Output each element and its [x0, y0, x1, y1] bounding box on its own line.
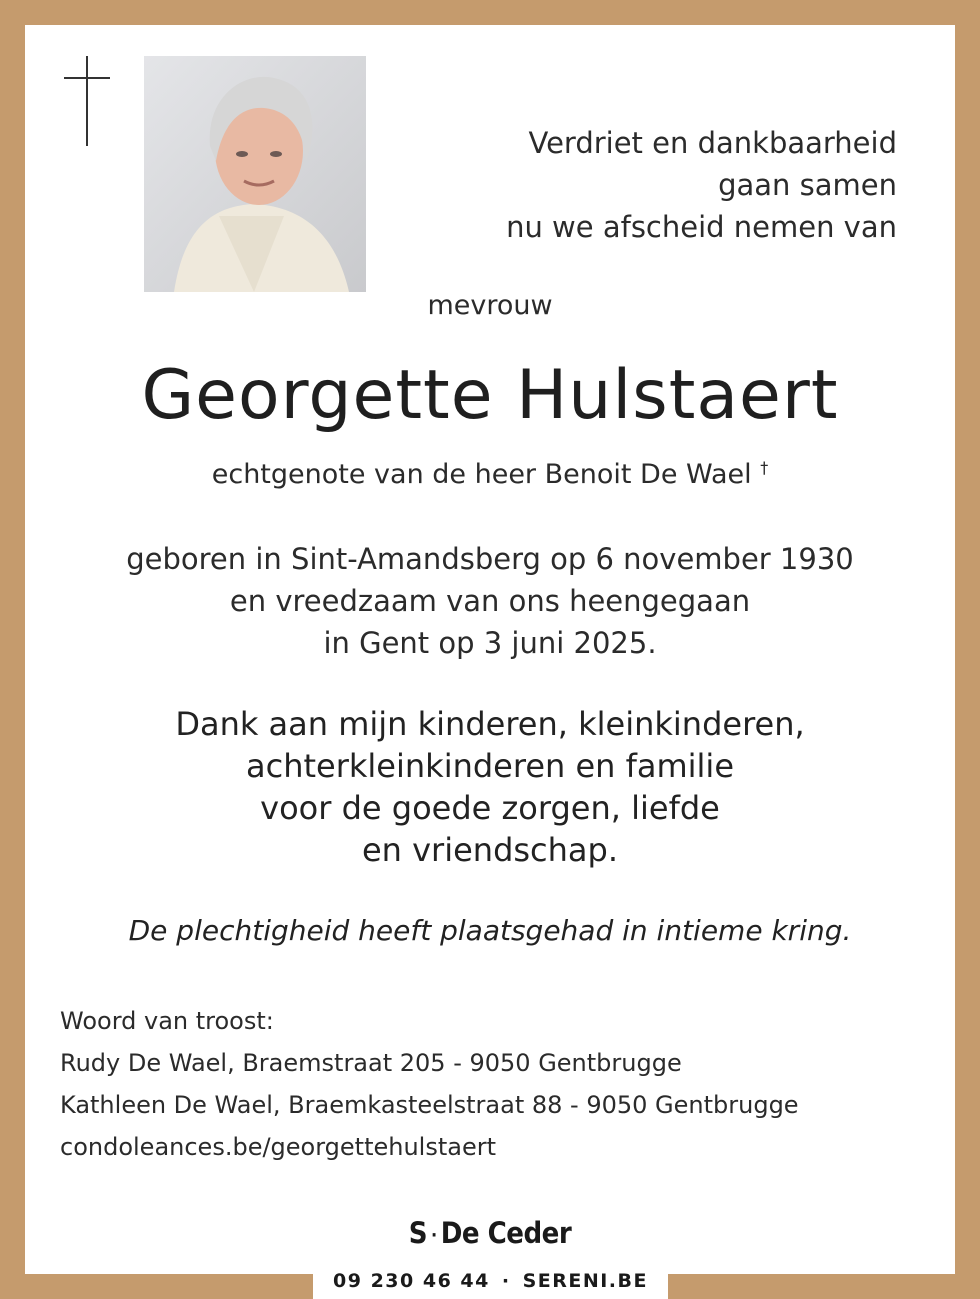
- thanks-line: en vriendschap.: [361, 831, 619, 869]
- life-line: en vreedzaam van ons heengegaan: [229, 584, 751, 618]
- thanks-message: [0, 703, 980, 871]
- footer-phone[interactable]: 09 230 46 44: [333, 1270, 490, 1292]
- thanks-line: voor de goede zorgen, liefde: [260, 789, 720, 827]
- ceremony-note: De plechtigheid heeft plaatsgehad in intieme kring.: [128, 914, 852, 947]
- intro-line: gaan samen: [718, 168, 897, 202]
- portrait-photo: [144, 56, 366, 292]
- contact-block: [60, 1000, 799, 1168]
- thanks-line: Dank aan mijn kinderen, kleinkinderen,: [175, 705, 805, 743]
- brand-name: De Ceder: [440, 1216, 572, 1250]
- cross-icon-bar: [64, 77, 110, 79]
- intro-text: [506, 122, 897, 248]
- condolence-link[interactable]: condoleances.be/georgettehulstaert: [60, 1133, 497, 1161]
- life-line: geboren in Sint-Amandsberg op 6 november 1930: [126, 542, 854, 576]
- deceased-name: Georgette Hulstaert: [141, 356, 839, 435]
- brand-letter: S: [408, 1216, 428, 1250]
- title-prefix: mevrouw: [427, 290, 553, 321]
- life-line: in Gent op 3 juni 2025.: [323, 626, 657, 660]
- intro-line: Verdriet en dankbaarheid: [528, 126, 897, 160]
- thanks-line: achterkleinkinderen en familie: [246, 747, 734, 785]
- funeral-home-logo: [0, 1216, 980, 1250]
- contact-heading: Woord van troost:: [60, 1007, 274, 1035]
- life-details: [0, 538, 980, 664]
- intro-line: nu we afscheid nemen van: [506, 210, 897, 244]
- contact-line: Kathleen De Wael, Braemkasteelstraat 88 - 9050 Gentbrugge: [60, 1091, 799, 1119]
- spouse-line: [0, 458, 980, 490]
- footer-website[interactable]: SERENI.BE: [522, 1270, 648, 1292]
- footer-bar: [313, 1265, 668, 1299]
- footer-separator: ·: [501, 1270, 511, 1292]
- spouse-text: echtgenote van de heer Benoit De Wael: [211, 459, 752, 490]
- cross-icon: [86, 56, 88, 146]
- brand-separator: ·: [431, 1224, 437, 1246]
- deceased-mark: †: [760, 458, 769, 477]
- contact-line: Rudy De Wael, Braemstraat 205 - 9050 Gentbrugge: [60, 1049, 682, 1077]
